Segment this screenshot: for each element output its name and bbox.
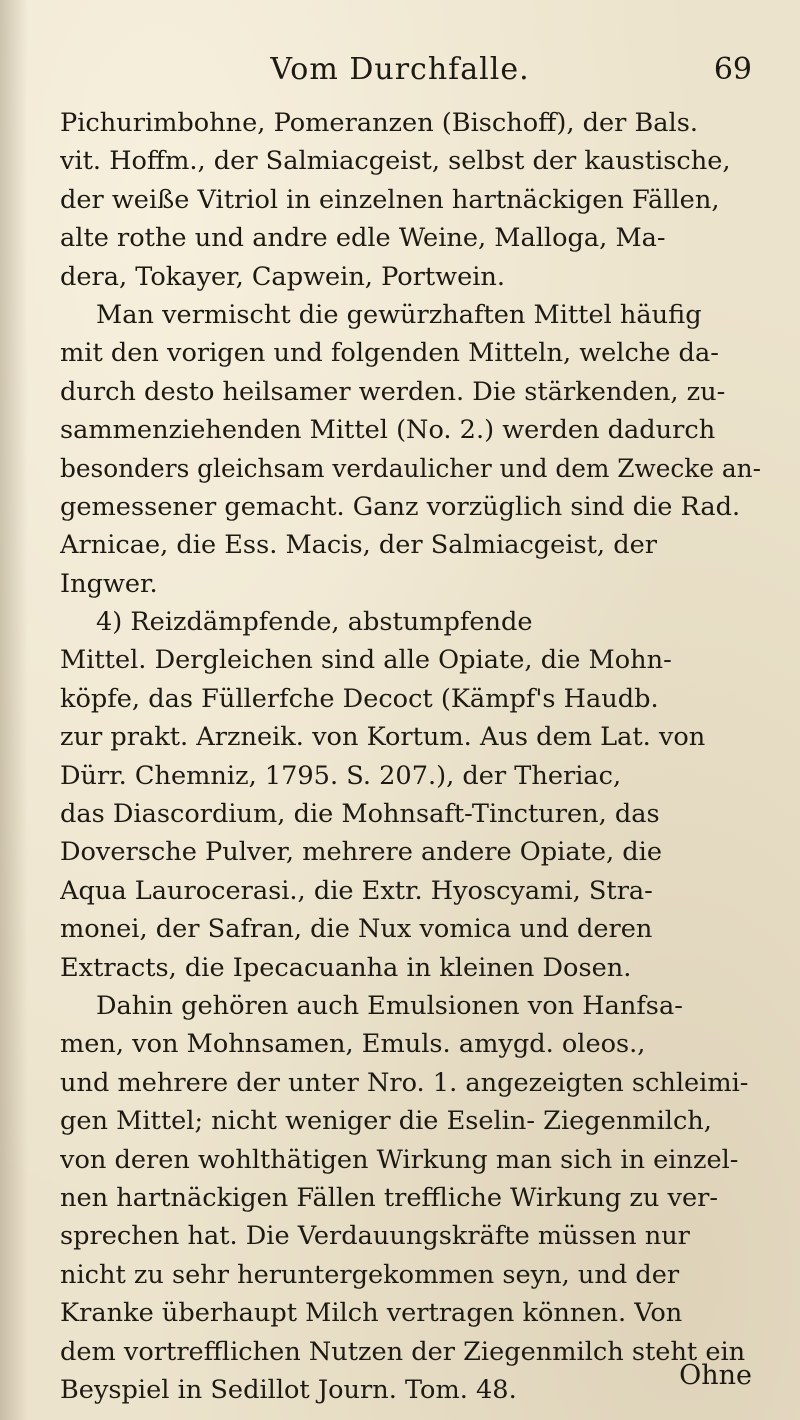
text-line: 4) Reizdämpfende, abstumpfende (96, 607, 533, 638)
catchword: Ohne (679, 1360, 752, 1391)
text-line: Mittel. Dergleichen sind alle Opiate, die Mohn- (60, 645, 672, 676)
text-line: das Diascordium, die Mohnsaft-Tincturen, das (60, 799, 660, 830)
text-line: und mehrere der unter Nro. 1. angezeigten schleimi- (60, 1067, 749, 1098)
text-line: Kranke überhaupt Milch vertragen können. Von (60, 1298, 683, 1329)
text-line: Aqua Laurocerasi., die Extr. Hyoscyami, Stra- (60, 875, 653, 906)
text-line: Doversche Pulver, mehrere andere Opiate, die (60, 837, 663, 868)
text-line: der weiße Vitriol in einzelnen hartnäckigen Fällen, (60, 184, 720, 215)
page-number: 69 (713, 52, 752, 87)
text-line: nicht zu sehr heruntergekommen seyn, und der (60, 1259, 680, 1290)
text-line: dera, Tokayer, Capwein, Portwein. (60, 261, 506, 292)
text-line: Ingwer. (60, 568, 158, 599)
body-text (60, 104, 766, 1409)
text-line: Dahin gehören auch Emulsionen von Hanfsa- (96, 990, 683, 1021)
text-line: Extracts, die Ipecacuanha in kleinen Dosen. (60, 952, 632, 983)
text-line: Beyspiel in Sedillot Journ. Tom. 48. (60, 1374, 517, 1405)
text-line: dem vortrefflichen Nutzen der Ziegenmilch steht ein (60, 1336, 746, 1367)
text-line: zur prakt. Arzneik. von Kortum. Aus dem Lat. von (60, 722, 706, 753)
text-line: vit. Hoffm., der Salmiacgeist, selbst der kaustische, (60, 146, 731, 177)
page-title: Vom Durchfalle. (270, 52, 530, 87)
text-line: alte rothe und andre edle Weine, Malloga, Ma- (60, 223, 666, 254)
text-line: besonders gleichsam verdaulicher und dem Zwecke an- (60, 453, 762, 483)
text-line: von deren wohlthätigen Wirkung man sich in einzel- (60, 1144, 739, 1175)
text-line: köpfe, das Füllerfche Decoct (Kämpf's Haudb. (60, 683, 659, 714)
text-line: Dürr. Chemniz, 1795. S. 207.), der Theriac, (60, 760, 622, 791)
text-line: sammenziehenden Mittel (No. 2.) werden dadurch (60, 415, 716, 446)
text-line: gemessener gemacht. Ganz vorzüglich sind die Rad. (60, 491, 741, 522)
text-line: sprechen hat. Die Verdauungskräfte müssen nur (60, 1221, 690, 1252)
text-line: monei, der Safran, die Nux vomica und deren (60, 914, 653, 945)
text-line: men, von Mohnsamen, Emuls. amygd. oleos., (60, 1029, 646, 1060)
text-line: Pichurimbohne, Pomeranzen (Bischoff), der Bals. (60, 108, 699, 138)
text-line: mit den vorigen und folgenden Mitteln, welche da- (60, 338, 719, 369)
text-line: gen Mittel; nicht weniger die Eselin- Ziegenmilch, (60, 1106, 712, 1137)
text-line: nen hartnäckigen Fällen treffliche Wirkung zu ver- (60, 1182, 719, 1213)
text-line: durch desto heilsamer werden. Die stärkenden, zu- (60, 376, 726, 407)
binding-shadow (0, 0, 28, 1420)
text-line: Man vermischt die gewürzhaften Mittel häufig (96, 299, 702, 330)
running-head (0, 52, 800, 92)
text-line: Arnicae, die Ess. Macis, der Salmiacgeist, der (60, 530, 657, 561)
